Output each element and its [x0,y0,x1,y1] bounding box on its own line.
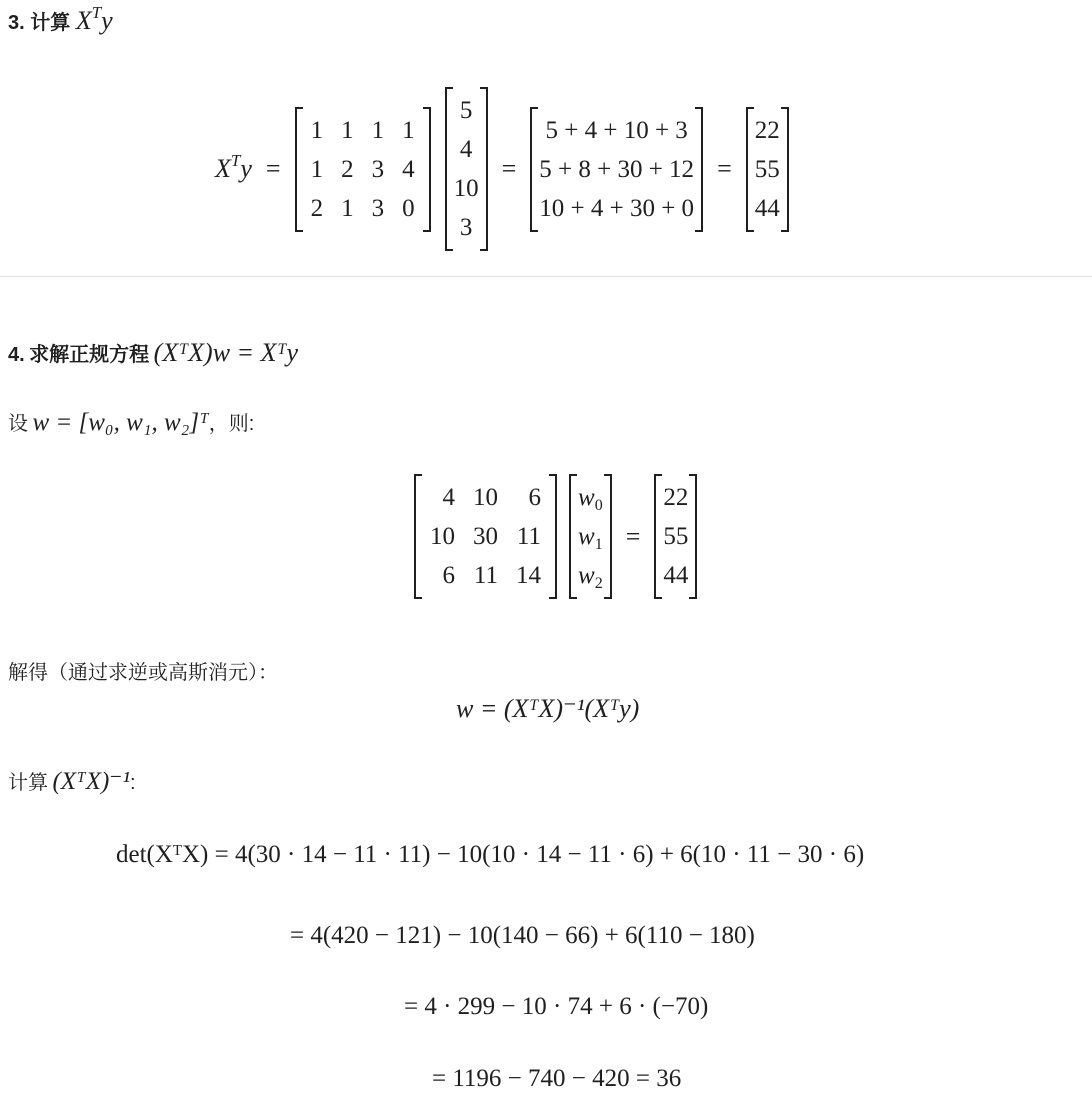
det-line-1: det(XᵀX) = 4(30 · 14 − 11 · 11) − 10(10 · 14 − 11 · 6) + 6(10 · 11 − 30 · 6) [116,841,865,868]
section-3-title-y: y [101,6,113,35]
equals-sign: = [625,521,641,551]
matrix-row [537,150,696,189]
eq-lhs-y: y [240,154,252,183]
matrix-cell: 1 [402,116,415,144]
matrix-row [452,91,481,130]
matrix-cell: 5 + 8 + 30 + 12 [539,155,695,183]
matrix-XT [295,111,431,228]
matrix-cell: 5 [459,97,473,124]
w-subscript: 1 [594,536,603,553]
section-3-title-sup: T [91,3,102,22]
matrix-cell: 22 [754,116,780,144]
compute-math: (XᵀX)⁻¹ [52,768,130,795]
eq-lhs-X: X [215,154,231,183]
det-line-2: = 4(420 − 121) − 10(140 − 66) + 6(110 − 180) [290,922,755,949]
matrix-cell: 10 [430,523,455,550]
matrix-cell: 1 [341,116,354,144]
vector-y [445,91,488,247]
eq-lhs [215,151,252,184]
matrix-row [537,111,696,150]
xty-equation [215,91,789,247]
matrix-cell: 4 [402,155,415,183]
matrix-row [753,189,782,228]
equals-sign: = [501,154,517,183]
matrix-cell: 4 [459,136,473,163]
matrix-row [661,556,690,595]
let-w-line [8,407,254,437]
matrix-cell: 1 [341,194,354,222]
matrix-cell: 5 + 4 + 10 + 3 [545,116,688,144]
section-4-number: 4. [8,344,25,366]
matrix-row [661,478,690,517]
matrix-row [302,150,424,189]
matrix-row [302,111,424,150]
matrix-cell: 22 [663,484,689,511]
w-subscript: 2 [594,575,603,592]
matrix-cell: 6 [528,484,541,511]
matrix-row [576,556,605,595]
matrix-cell: 11 [473,562,498,589]
matrix-cell: 1 [371,116,385,144]
matrix-cell: 0 [402,194,415,222]
equals-sign: = [265,154,281,183]
let-suffix: ，则: [208,413,255,435]
equals-sign: = [717,154,732,183]
compute-prefix: 计算 [8,772,48,794]
w-base: w [578,562,595,589]
matrix-row [576,478,605,517]
matrix-cell: 4 [442,484,455,511]
matrix-cell: 1 [310,116,324,144]
matrix-cell: 1 [310,155,324,183]
section-3-title-X: X [75,6,92,35]
matrix-cell: 44 [754,194,780,222]
solve-text: 解得（通过求逆或高斯消元）： [8,662,278,684]
matrix-cell: 3 [371,194,385,222]
matrix-row [452,169,481,208]
normal-equation-system [414,478,697,595]
section-3-heading [8,3,113,36]
matrix-row [753,111,782,150]
matrix-cell: 10 [453,175,479,202]
det-line-3: = 4 · 299 − 10 · 74 + 6 · (−70) [404,993,709,1020]
matrix-row [452,130,481,169]
section-3-title: 计算 [30,12,71,34]
matrix-cell: 11 [516,523,541,550]
solution-equation: w = (XᵀX)⁻¹(Xᵀy) [456,694,640,723]
matrix-cell: 55 [754,155,780,183]
eq-lhs-sup: T [230,151,241,170]
matrix-cell: 10 + 4 + 30 + 0 [539,194,695,222]
det-line-4: = 1196 − 740 − 420 = 36 [432,1065,682,1092]
w-base: w [578,484,595,511]
vector-w [569,478,612,595]
matrix-row [753,150,782,189]
w-base: w [578,523,595,550]
matrix-row [537,189,696,228]
let-prefix: 设 [8,413,28,435]
matrix-cell: 55 [663,523,689,550]
matrix-cell: 2 [310,194,324,222]
matrix-row [576,517,605,556]
sum-vector [530,111,703,228]
matrix-row [452,208,481,247]
w-subscript: 0 [594,497,603,514]
let-math: w = [w₀, w₁, w₂]ᵀ [32,409,209,436]
rhs-vector [654,478,697,595]
matrix-cell: 44 [663,562,689,589]
section-4-heading [8,338,298,368]
section-3-number: 3. [8,12,25,34]
section-divider [0,276,1092,277]
matrix-row [421,556,550,595]
compute-inverse-line [8,766,136,796]
matrix-cell: 3 [371,155,385,183]
w-entry [576,478,605,517]
matrix-cell: 14 [516,562,541,589]
matrix-XTX [414,478,557,595]
matrix-row [661,517,690,556]
w-entry [576,517,605,556]
matrix-cell: 30 [473,523,498,550]
matrix-cell: 2 [341,155,354,183]
compute-suffix: : [130,772,136,794]
matrix-cell: 6 [442,562,455,589]
w-entry [576,556,605,595]
matrix-cell: 3 [459,214,473,241]
result-vector [746,111,789,228]
matrix-row [421,478,550,517]
section-4-title: 求解正规方程 [29,344,150,366]
matrix-row [302,189,424,228]
section-4-title-math: (XᵀX)w = Xᵀy [153,338,299,367]
matrix-row [421,517,550,556]
matrix-cell: 10 [473,484,498,511]
